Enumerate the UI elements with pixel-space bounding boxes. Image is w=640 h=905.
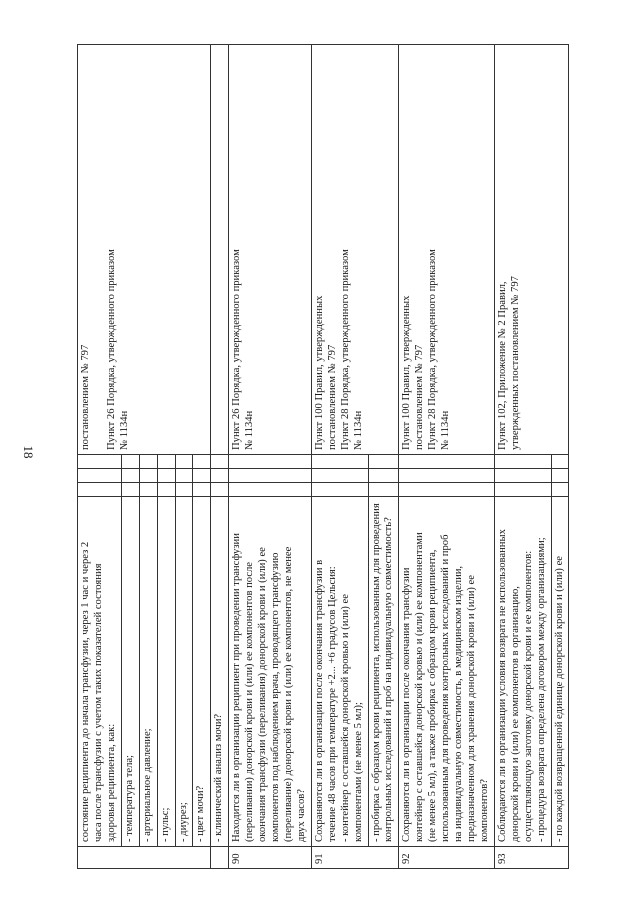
answer-yes-cell bbox=[399, 483, 494, 497]
reference-line: Пункт 100 Правил, утвержденных bbox=[313, 295, 325, 450]
answer-na-cell bbox=[78, 455, 122, 469]
reference-line: Пункт 28 Порядка, утвержденного приказом bbox=[339, 249, 351, 450]
reference-line: Пункт 28 Порядка, утвержденного приказом bbox=[427, 249, 439, 450]
question-line: (переливание) донорской крови и (или) ее компонентов, не менее bbox=[282, 546, 294, 842]
question-text bbox=[311, 497, 368, 847]
reference-line: Пункт 100 Правил, утвержденных bbox=[401, 295, 413, 450]
answer-no-cell bbox=[368, 469, 399, 483]
question-line: компонентами (не менее 5 мл); bbox=[352, 702, 364, 842]
sub-item-text: - цвет мочи? bbox=[193, 497, 211, 847]
question-line: компонентов? bbox=[478, 779, 490, 842]
answer-no-cell bbox=[311, 469, 368, 483]
reference-line: Пункт 26 Порядка, утвержденного приказом bbox=[231, 249, 243, 450]
item-number bbox=[78, 847, 211, 869]
answer-na-cell bbox=[368, 455, 399, 469]
answer-yes-cell bbox=[211, 483, 229, 497]
question-line: Сохраняются ли в организации после окончания трансфузии bbox=[401, 567, 413, 842]
answer-yes-cell bbox=[175, 483, 193, 497]
legal-reference bbox=[78, 45, 211, 455]
page-number: 18 bbox=[21, 445, 36, 459]
answer-no-cell bbox=[193, 469, 211, 483]
question-text bbox=[494, 497, 551, 847]
question-line: здоровья реципиента, как: bbox=[105, 723, 117, 842]
question-text bbox=[229, 497, 312, 847]
answer-yes-cell bbox=[494, 483, 551, 497]
answer-na-cell bbox=[157, 455, 175, 469]
question-line: использованным для проведения контрольных исследований и проб bbox=[440, 534, 452, 842]
answer-yes-cell bbox=[551, 483, 569, 497]
question-text bbox=[399, 497, 494, 847]
answer-no-cell bbox=[175, 469, 193, 483]
answer-yes-cell bbox=[229, 483, 312, 497]
question-line: течение 48 часов при температуре +2... +6 градусов Цельсия: bbox=[326, 566, 338, 842]
question-line: предназначенном для хранения донорской крови и (или) ее bbox=[465, 575, 477, 842]
answer-na-cell bbox=[229, 455, 312, 469]
sub-item-text: - по каждой возвращенной единице донорской крови и (или) ее bbox=[551, 497, 569, 847]
answer-yes-cell bbox=[193, 483, 211, 497]
item-number: 91 bbox=[311, 847, 399, 869]
question-line: Сохраняются ли в организации после окончания трансфузии в bbox=[313, 559, 325, 842]
question-line: - клинический анализ мочи? bbox=[213, 713, 225, 842]
table-row bbox=[211, 45, 229, 869]
reference-line: Пункт 26 Порядка, утвержденного приказом bbox=[105, 249, 117, 450]
reference-line: утвержденных постановлением № 797 bbox=[509, 276, 521, 450]
reference-line: № 1134н bbox=[440, 410, 452, 450]
question-line: - процедура возврата определена договором между организациями; bbox=[535, 537, 547, 842]
table-row bbox=[78, 45, 122, 869]
answer-na-cell bbox=[494, 455, 551, 469]
answer-no-cell bbox=[494, 469, 551, 483]
sub-item-text: - диурез; bbox=[175, 497, 193, 847]
sub-item-text: - температура тела; bbox=[121, 497, 139, 847]
question-line: состояние реципиента до начала трансфузии, через 1 час и через 2 bbox=[80, 541, 91, 842]
reference-line: постановлением № 797 bbox=[414, 344, 426, 450]
reference-line: № 1134н bbox=[352, 410, 364, 450]
sub-item-text: - пульс; bbox=[157, 497, 175, 847]
answer-no-cell bbox=[551, 469, 569, 483]
reference-line: постановлением № 797 bbox=[80, 344, 91, 450]
reference-line bbox=[93, 49, 106, 450]
question-line: (переливании) донорской крови и (или) ее компонентов после bbox=[244, 561, 256, 842]
question-text bbox=[78, 497, 122, 847]
answer-na-cell bbox=[551, 455, 569, 469]
question-line: часа после трансфузии с учетом таких показателей состояния bbox=[92, 563, 104, 842]
legal-reference bbox=[494, 45, 569, 455]
answer-yes-cell bbox=[157, 483, 175, 497]
table-row bbox=[229, 45, 312, 869]
answer-na-cell bbox=[121, 455, 139, 469]
answer-yes-cell bbox=[368, 483, 399, 497]
legal-reference bbox=[229, 45, 312, 455]
question-line: осуществляющую заготовку донорской крови и ее компонентов: bbox=[522, 550, 534, 842]
answer-na-cell bbox=[139, 455, 157, 469]
question-line: двух часов? bbox=[295, 788, 307, 842]
answer-yes-cell bbox=[121, 483, 139, 497]
answer-yes-cell bbox=[139, 483, 157, 497]
answer-no-cell bbox=[229, 469, 312, 483]
answer-no-cell bbox=[399, 469, 494, 483]
reference-line: постановлением № 797 bbox=[326, 344, 338, 450]
answer-na-cell bbox=[399, 455, 494, 469]
table-row bbox=[311, 45, 368, 869]
question-line: - контейнер с оставшейся донорской кровью и (или) ее bbox=[339, 594, 351, 842]
question-line: (не менее 5 мл), а также пробирка с образцом крови реципиента, bbox=[427, 549, 439, 842]
item-number bbox=[211, 847, 229, 869]
reference-line: Пункт 102, Приложение № 2 Правил, bbox=[496, 281, 508, 450]
item-number: 90 bbox=[229, 847, 312, 869]
answer-no-cell bbox=[139, 469, 157, 483]
question-line: Соблюдаются ли в организации условия возврата не использованных bbox=[496, 529, 508, 842]
legal-reference bbox=[399, 45, 494, 455]
question-text bbox=[211, 497, 229, 847]
item-number: 92 bbox=[399, 847, 494, 869]
item-number: 93 bbox=[494, 847, 569, 869]
checklist-table bbox=[77, 44, 569, 869]
answer-yes-cell bbox=[311, 483, 368, 497]
answer-no-cell bbox=[121, 469, 139, 483]
answer-na-cell bbox=[193, 455, 211, 469]
answer-yes-cell bbox=[78, 483, 122, 497]
answer-no-cell bbox=[157, 469, 175, 483]
question-line: Находится ли в организации реципиент при проведении трансфузии bbox=[231, 533, 243, 842]
answer-no-cell bbox=[78, 469, 122, 483]
legal-reference bbox=[311, 45, 399, 455]
reference-line: № 1134н bbox=[118, 410, 130, 450]
sub-item-text: - пробирка с образцом крови реципиента, использованным для проведения контрольных исследований и проб на индивидуальную совместимость? bbox=[368, 497, 399, 847]
question-line: на индивидуальную совместимость, в медицинском изделии, bbox=[453, 565, 465, 842]
table-row bbox=[399, 45, 494, 869]
question-line: контейнер с оставшейся донорской кровью и (или) ее компонентами bbox=[414, 532, 426, 842]
checklist-sheet bbox=[77, 45, 592, 869]
sub-item-text: - артериальное давление; bbox=[139, 497, 157, 847]
question-line: компонентов под наблюдением врача, проводящего трансфузию bbox=[270, 552, 282, 842]
answer-na-cell bbox=[311, 455, 368, 469]
answer-na-cell bbox=[211, 455, 229, 469]
answer-no-cell bbox=[211, 469, 229, 483]
question-line: донорской крови и (или) ее компонентов в организацию, bbox=[509, 586, 521, 842]
table-row bbox=[494, 45, 551, 869]
question-line: окончания трансфузии (переливания) донорской крови и (или) ее bbox=[257, 547, 269, 842]
reference-line: № 1134н bbox=[244, 410, 256, 450]
answer-na-cell bbox=[175, 455, 193, 469]
legal-reference bbox=[211, 45, 229, 455]
